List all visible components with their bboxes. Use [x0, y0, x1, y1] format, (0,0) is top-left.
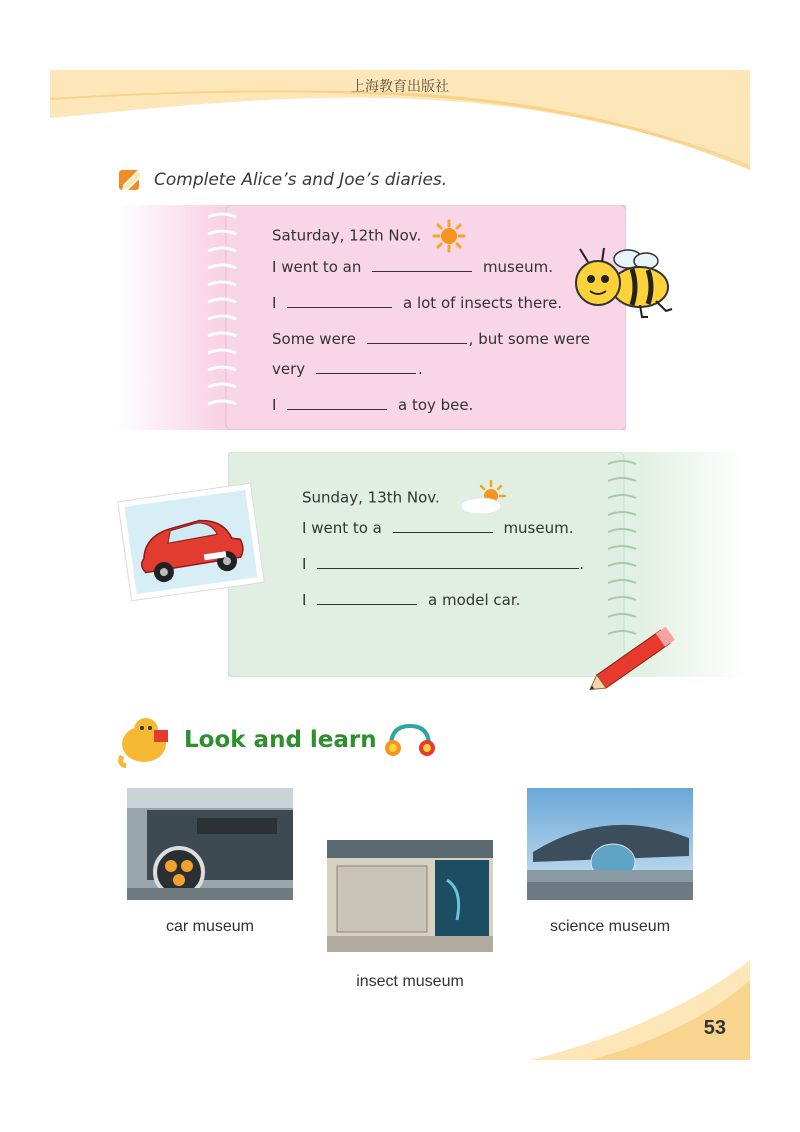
answer-blank[interactable] — [317, 554, 579, 569]
red-pencil — [580, 618, 690, 698]
diary1-line5-start: I — [272, 396, 277, 414]
science-museum-photo — [527, 788, 693, 900]
diary2-line1-end: museum. — [503, 519, 574, 537]
diary2-line2-end: . — [579, 555, 584, 573]
science-museum-caption: science museum — [549, 918, 671, 935]
diary2-line3-start: I — [302, 591, 307, 609]
answer-blank[interactable] — [287, 395, 387, 410]
diary1-line3-end: , but some were — [468, 330, 591, 348]
textbook-page — [50, 70, 750, 1060]
diary1-line4-end: . — [417, 360, 423, 378]
look-learn-title: Look and learn — [184, 727, 377, 753]
sun-cloud-icon — [455, 480, 509, 516]
insect-museum-caption: insect museum — [356, 973, 464, 990]
diary1-line2-start: I — [272, 294, 277, 312]
car-museum-photo — [127, 788, 293, 900]
bottom-band — [530, 960, 750, 1060]
diary2-date: Sunday, 13th Nov. — [302, 488, 440, 507]
insect-museum-photo — [327, 840, 493, 952]
diary1-line1-start: I went to an — [272, 258, 362, 276]
diary2-line1-start: I went to a — [302, 519, 382, 537]
diary2-line3-end: a model car. — [428, 591, 521, 609]
car-picture — [116, 482, 266, 602]
activity-instruction: Complete Alice’s and Joe’s diaries. — [154, 170, 448, 190]
answer-blank[interactable] — [393, 518, 493, 533]
alice-diary — [116, 205, 626, 430]
pencil-note-icon — [118, 167, 146, 193]
bee-illustration — [570, 245, 680, 325]
diary1-line2-end: a lot of insects there. — [403, 294, 563, 312]
answer-blank[interactable] — [317, 590, 417, 605]
diary1-line1-end: museum. — [482, 258, 553, 276]
diary1-line4-start: very — [272, 360, 306, 378]
car-museum-caption: car museum — [165, 918, 255, 935]
diary1-date: Saturday, 12th Nov. — [272, 226, 422, 245]
diary1-line3-start: Some were — [272, 330, 356, 348]
headphones-icon — [383, 720, 437, 760]
look-learn-heading — [116, 710, 437, 770]
answer-blank[interactable] — [372, 257, 472, 272]
page-number: 53 — [703, 1017, 726, 1039]
reading-cat-icon — [116, 712, 178, 768]
activity-heading — [118, 165, 447, 195]
answer-blank[interactable] — [367, 329, 467, 344]
publisher-name: 上海教育出版社 — [351, 79, 449, 95]
diary1-line5-end: a toy bee. — [398, 396, 474, 414]
diary2-line2-start: I — [302, 555, 307, 573]
sun-icon — [432, 219, 466, 253]
answer-blank[interactable] — [287, 293, 392, 308]
answer-blank[interactable] — [316, 359, 416, 374]
